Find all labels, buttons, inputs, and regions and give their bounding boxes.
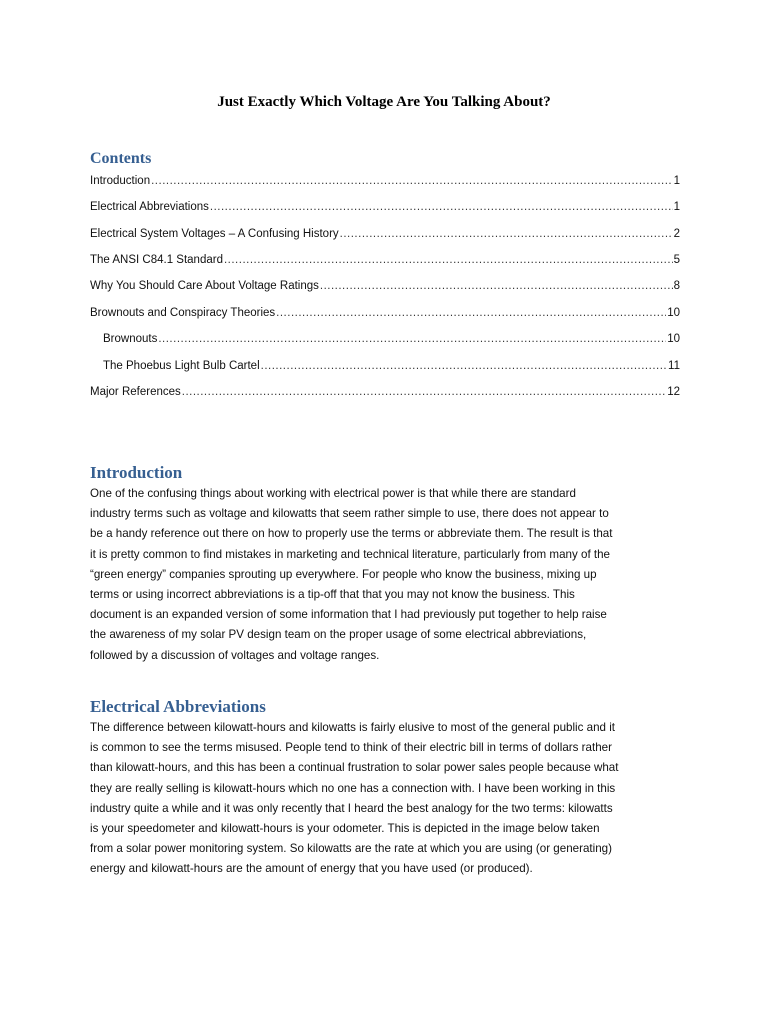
toc-entry-page: 10 (667, 333, 680, 345)
paragraph-line: the awareness of my solar PV design team on the proper usage of some electrical abbreviations, (90, 628, 587, 642)
introduction-heading: Introduction (90, 463, 183, 482)
toc-entry-brownouts[interactable] (103, 330, 680, 348)
toc-entry-label: Electrical Abbreviations (90, 201, 209, 213)
toc-entry-introduction[interactable] (90, 172, 680, 190)
toc-entry-page: 1 (673, 175, 680, 187)
paragraph-line: The difference between kilowatt-hours and kilowatts is fairly elusive to most of the general public and it (90, 721, 616, 734)
introduction-paragraph (90, 484, 680, 666)
toc-entry-label: Electrical System Voltages – A Confusing History (90, 228, 339, 240)
paragraph-line: be a handy reference out there on how to properly use the terms or abbreviate them. The result is that (90, 527, 613, 541)
paragraph-line: “green energy” companies sprouting up everywhere. For people who know the business, mixing up (90, 567, 597, 581)
toc-dot-leader (276, 304, 666, 322)
toc-entry-label: Brownouts (103, 333, 158, 345)
toc-entry-voltage-ratings[interactable] (90, 277, 680, 295)
toc-entry-page: 11 (668, 360, 680, 372)
toc-entry-brownouts-conspiracy[interactable] (90, 304, 680, 322)
toc-dot-leader (261, 357, 667, 375)
paragraph-line: is common to see the terms misused. People tend to think of their electric bill in terms of dollars rather (90, 741, 612, 755)
toc-entry-label: Introduction (90, 175, 151, 187)
electrical-abbreviations-paragraph (90, 718, 680, 880)
toc-entry-page: 12 (667, 386, 680, 398)
toc-entry-page: 2 (673, 228, 680, 240)
paragraph-line: industry quite a while and it was only recently that I heard the best analogy for the two terms: kilowatts (90, 801, 613, 815)
toc-dot-leader (158, 330, 666, 348)
paragraph-line: followed by a discussion of voltages and voltage ranges. (90, 648, 380, 662)
electrical-abbreviations-heading: Electrical Abbreviations (90, 697, 266, 716)
toc-heading: Contents (90, 150, 152, 167)
toc-dot-leader (320, 277, 673, 295)
toc-entry-label: The ANSI C84.1 Standard (90, 254, 223, 266)
toc-entry-page: 1 (673, 201, 680, 213)
toc-entry-page: 8 (673, 280, 680, 292)
paragraph-line: industry terms such as voltage and kilowatts that seem rather simple to use, there does not appear to (90, 507, 609, 521)
toc-entry-label: Why You Should Care About Voltage Ratings (90, 280, 319, 292)
toc-entry-electrical-abbreviations[interactable] (90, 198, 680, 216)
toc-entry-label: Major References (90, 386, 181, 398)
toc-entry-page: 10 (667, 307, 680, 319)
toc-entry-electrical-system-voltages[interactable] (90, 225, 680, 243)
toc-dot-leader (210, 198, 673, 216)
toc-entry-major-references[interactable] (90, 383, 680, 401)
toc-dot-leader (224, 251, 673, 269)
toc-entry-label: Brownouts and Conspiracy Theories (90, 307, 276, 319)
paragraph-line: One of the confusing things about working with electrical power is that while there are standard (90, 487, 576, 500)
paragraph-line: is your speedometer and kilowatt-hours is your odometer. This is depicted in the image below taken (90, 822, 600, 836)
toc-entry-phoebus-cartel[interactable] (103, 357, 680, 375)
toc-dot-leader (182, 383, 666, 401)
toc-entry-ansi-standard[interactable] (90, 251, 680, 269)
toc-dot-leader (340, 225, 673, 243)
paragraph-line: energy and kilowatt-hours are the amount of energy that you have used (or produced). (90, 862, 533, 876)
paragraph-line: from a solar power monitoring system. So kilowatts are the rate at which you are using (or generating) (90, 842, 612, 856)
paragraph-line: document is an expanded version of some information that I had previously put together to help raise (90, 608, 607, 622)
paragraph-line: than kilowatt-hours, and this has been a continual frustration to solar power sales people because what (90, 761, 619, 775)
document-title: Just Exactly Which Voltage Are You Talking About? (217, 94, 551, 110)
paragraph-line: terms or using incorrect abbreviations is a tip-off that that you may not know the business. This (90, 588, 575, 602)
toc-entry-page: 5 (673, 254, 680, 266)
paragraph-line: they are really selling is kilowatt-hours which no one has a connection with. I have been working in this (90, 781, 616, 795)
toc-dot-leader (151, 172, 672, 190)
toc-entry-label: The Phoebus Light Bulb Cartel (103, 360, 260, 372)
paragraph-line: it is pretty common to find mistakes in marketing and technical literature, particularly from many of the (90, 547, 610, 561)
